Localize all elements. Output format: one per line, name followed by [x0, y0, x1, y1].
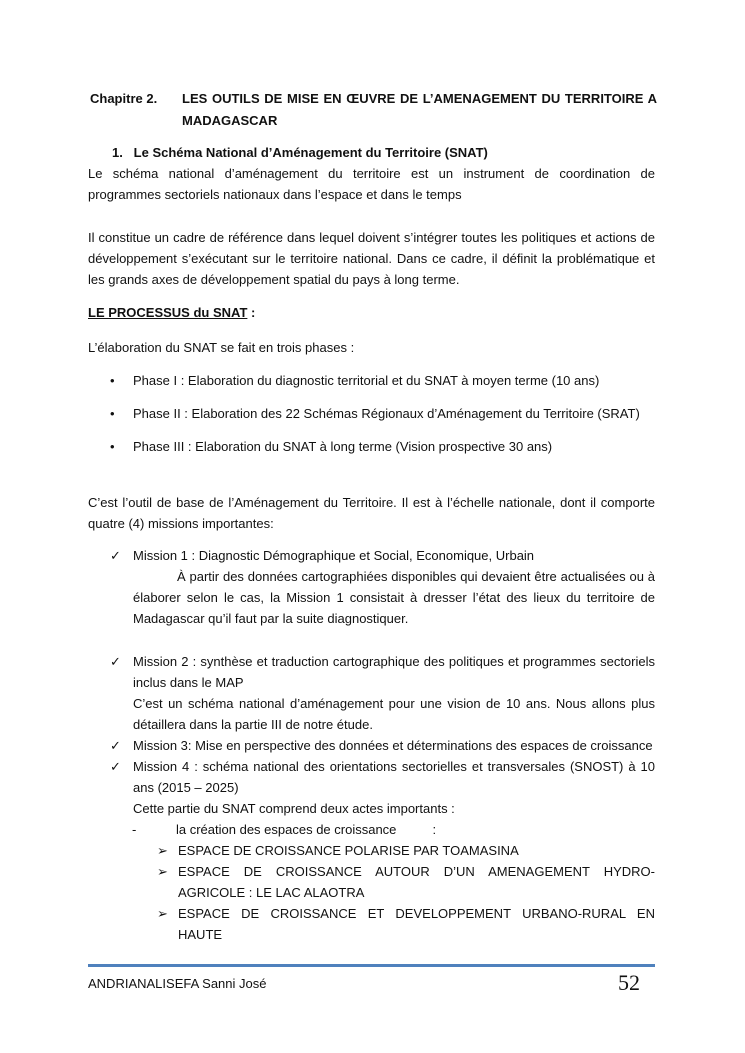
section-paragraph-1: Le schéma national d’aménagement du territoire est un instrument de coordination de programmes sectoriels nationaux dans l’espace et dans le temps — [88, 166, 655, 202]
check-icon: ✓ — [110, 759, 121, 774]
process-summary: C’est l’outil de base de l’Aménagement du Territoire. Il est à l’échelle nationale, dont il comporte quatre (4) missions importantes: — [88, 495, 655, 531]
process-heading-suffix: : — [247, 305, 256, 320]
arrow-icon: ➢ — [157, 906, 168, 921]
space-text: ESPACE DE CROISSANCE AUTOUR D’UN AMENAGEMENT HYDRO-AGRICOLE : LE LAC ALAOTRA — [178, 864, 655, 900]
mission-1-title: Mission 1 : Diagnostic Démographique et Social, Economique, Urbain — [133, 548, 535, 563]
phase-text: Phase II : Elaboration des 22 Schémas Régionaux d’Aménagement du Territoire (SRAT) — [133, 406, 640, 421]
list-item — [88, 370, 655, 391]
mission-4-text: Cette partie du SNAT comprend deux actes importants : — [133, 801, 455, 816]
mission-3-title: Mission 3: Mise en perspective des données et déterminations des espaces de croissance — [133, 738, 653, 753]
footer-rule — [88, 964, 655, 967]
process-heading — [88, 302, 655, 323]
section-title: 1. Le Schéma National d’Aménagement du Territoire (SNAT) — [112, 145, 488, 160]
list-item — [88, 403, 655, 424]
list-item — [88, 903, 655, 945]
chapter-number: Chapitre 2. — [90, 91, 158, 106]
check-icon: ✓ — [110, 738, 121, 753]
phase-text: Phase I : Elaboration du diagnostic territorial et du SNAT à moyen terme (10 ans) — [133, 373, 600, 388]
mission-3 — [88, 735, 655, 756]
phase-text: Phase III : Elaboration du SNAT à long terme (Vision prospective 30 ans) — [133, 439, 553, 454]
list-item — [88, 436, 655, 457]
arrow-icon: ➢ — [157, 843, 168, 858]
bullet-icon: • — [110, 406, 115, 421]
page-number: 52 — [618, 970, 640, 995]
list-item — [88, 840, 655, 861]
mission-2 — [88, 651, 655, 735]
mission-list — [88, 545, 655, 945]
phase-list — [88, 370, 655, 457]
footer-author: ANDRIANALISEFA Sanni José — [88, 976, 267, 991]
dash-icon: - — [132, 822, 137, 837]
arrow-icon: ➢ — [157, 864, 168, 879]
mission-1-text: À partir des données cartographiées disponibles qui devaient être actualisées ou à élaborer selon le cas, la Mission 1 consistait à dresser l’état des lieux du territoire de Madagascar qu’il faut par la suite diagnostiquer. — [133, 569, 655, 626]
check-icon: ✓ — [110, 548, 121, 563]
space-text: ESPACE DE CROISSANCE POLARISE PAR TOAMASINA — [178, 843, 519, 858]
mission-4 — [88, 756, 655, 819]
bullet-icon: • — [110, 373, 115, 388]
mission-4-title: Mission 4 : schéma national des orientations sectorielles et transversales (SNOST) à 10 ans (2015 – 2025) — [133, 759, 655, 795]
section-paragraph-2: Il constitue un cadre de référence dans lequel doivent s’intégrer toutes les politiques et actions de développement s’exécutant sur le territoire national. Dans ce cadre, il définit la problématique et les grands axes de développement spatial du pays à long terme. — [88, 230, 655, 287]
check-icon: ✓ — [110, 654, 121, 669]
bullet-icon: • — [110, 439, 115, 454]
chapter-title: LES OUTILS DE MISE EN ŒUVRE DE L’AMENAGEMENT DU TERRITOIRE A MADAGASCAR — [182, 91, 657, 128]
dash-item-text: la création des espaces de croissance : — [176, 822, 437, 837]
list-item — [88, 861, 655, 903]
process-heading-text: LE PROCESSUS du SNAT — [88, 305, 248, 320]
mission-2-title: Mission 2 : synthèse et traduction cartographique des politiques et programmes sectoriels inclus dans le MAP — [133, 654, 655, 690]
space-text: ESPACE DE CROISSANCE ET DEVELOPPEMENT URBANO-RURAL EN HAUTE — [178, 906, 655, 942]
list-item — [88, 819, 655, 840]
mission-2-text: C’est un schéma national d’aménagement pour une vision de 10 ans. Nous allons plus détaillera dans la partie III de notre étude. — [133, 696, 655, 732]
process-intro: L’élaboration du SNAT se fait en trois phases : — [88, 340, 355, 355]
mission-1 — [88, 545, 655, 629]
